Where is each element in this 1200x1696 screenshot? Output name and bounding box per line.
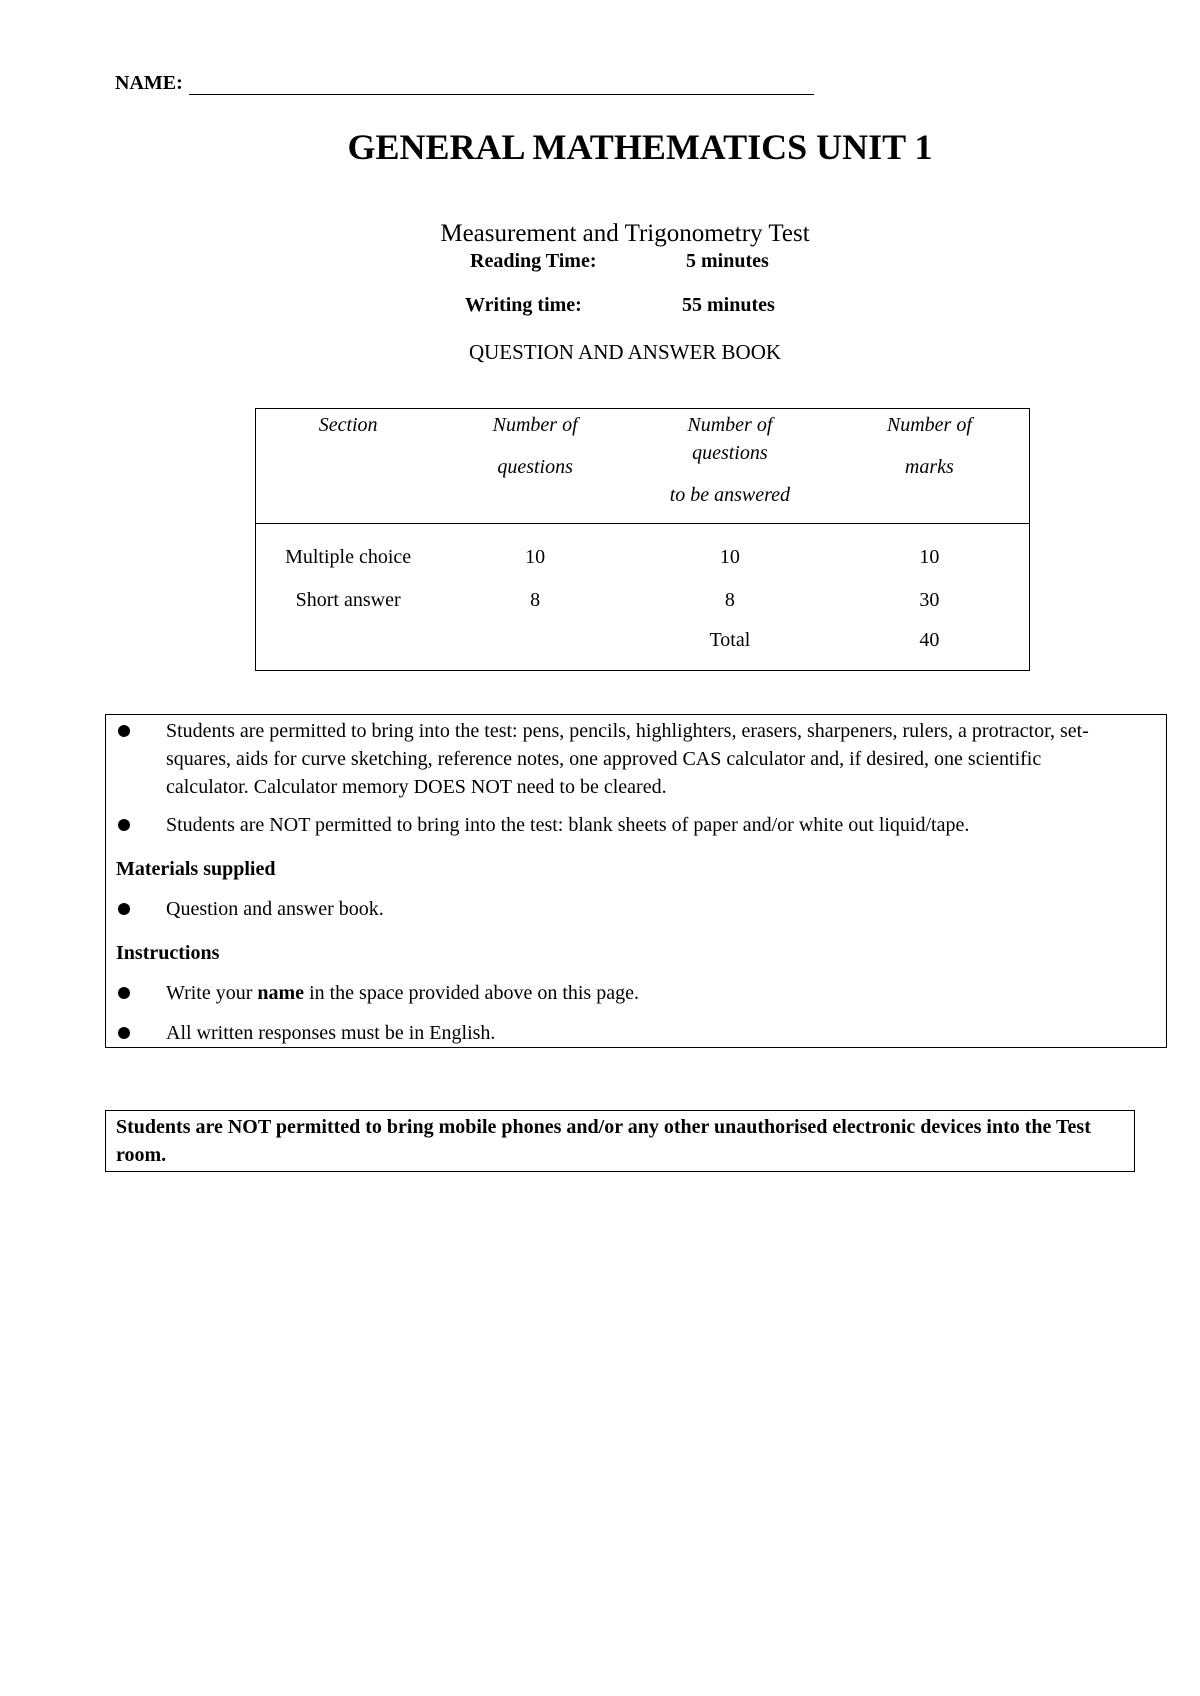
instructions-heading: Instructions xyxy=(116,942,220,964)
list-item xyxy=(116,979,1116,1007)
rules-box xyxy=(105,714,1167,1048)
devices-warning-box: Students are NOT permitted to bring mobile phones and/or any other unauthorised electronic devices into the Test room. xyxy=(105,1110,1135,1172)
materials-heading: Materials supplied xyxy=(116,858,276,880)
book-label: QUESTION AND ANSWER BOOK xyxy=(468,340,782,364)
total-marks: 40 xyxy=(919,628,940,651)
header-questions-to-be-answered: Number of questions to be answered xyxy=(630,409,830,524)
total-label: Total xyxy=(709,628,751,651)
row-answered: 8 xyxy=(724,588,735,611)
header-number-of-questions: Number of questions xyxy=(440,409,630,524)
not-permitted-items-text: Students are NOT permitted to bring into the test: blank sheets of paper and/or white out liquid/tape. xyxy=(166,814,970,836)
row-marks: 10 xyxy=(919,545,940,568)
bullet-icon xyxy=(118,903,130,915)
table-row xyxy=(256,580,1030,620)
reading-time-value: 5 minutes xyxy=(686,250,769,272)
row-questions: 8 xyxy=(530,588,541,611)
instruction-english-text: All written responses must be in English. xyxy=(166,1022,496,1044)
list-item xyxy=(116,895,1116,923)
row-section: Short answer xyxy=(295,588,401,611)
sections-table xyxy=(255,408,1030,671)
instruction-name-text: Write your name in the space provided above on this page. xyxy=(166,982,639,1004)
row-marks: 30 xyxy=(919,588,940,611)
table-total-row xyxy=(256,620,1030,671)
bullet-icon xyxy=(118,819,130,831)
header-number-of-marks: Number of marks xyxy=(830,409,1030,524)
writing-time-label: Writing time: xyxy=(465,294,582,316)
permitted-items-text: Students are permitted to bring into the test: pens, pencils, highlighters, erasers, sharpeners, rulers, a protractor, set-squares, aids for curve sketching, reference notes, one approved CAS calculator and, if desired, one scientific calculator. Calculator memory DOES NOT need to be cleared. xyxy=(166,720,1089,798)
row-answered: 10 xyxy=(719,545,740,568)
list-item xyxy=(116,1019,1116,1047)
writing-time-value: 55 minutes xyxy=(682,294,775,316)
materials-item-text: Question and answer book. xyxy=(166,898,384,920)
table-header-row xyxy=(256,409,1030,524)
row-section: Multiple choice xyxy=(285,545,412,568)
name-label: NAME: xyxy=(115,72,183,94)
bullet-icon xyxy=(118,1027,130,1039)
row-questions: 10 xyxy=(525,545,546,568)
bullet-icon xyxy=(118,987,130,999)
table-row xyxy=(256,524,1030,581)
name-row xyxy=(115,72,814,95)
header-section: Section xyxy=(256,409,441,524)
test-subtitle: Measurement and Trigonometry Test xyxy=(440,220,810,247)
list-item xyxy=(116,811,1116,839)
list-item xyxy=(116,717,1116,801)
name-field-line[interactable] xyxy=(189,72,814,95)
reading-time-label: Reading Time: xyxy=(470,250,597,272)
page-title: GENERAL MATHEMATICS UNIT 1 xyxy=(347,127,933,167)
bullet-icon xyxy=(118,725,130,737)
